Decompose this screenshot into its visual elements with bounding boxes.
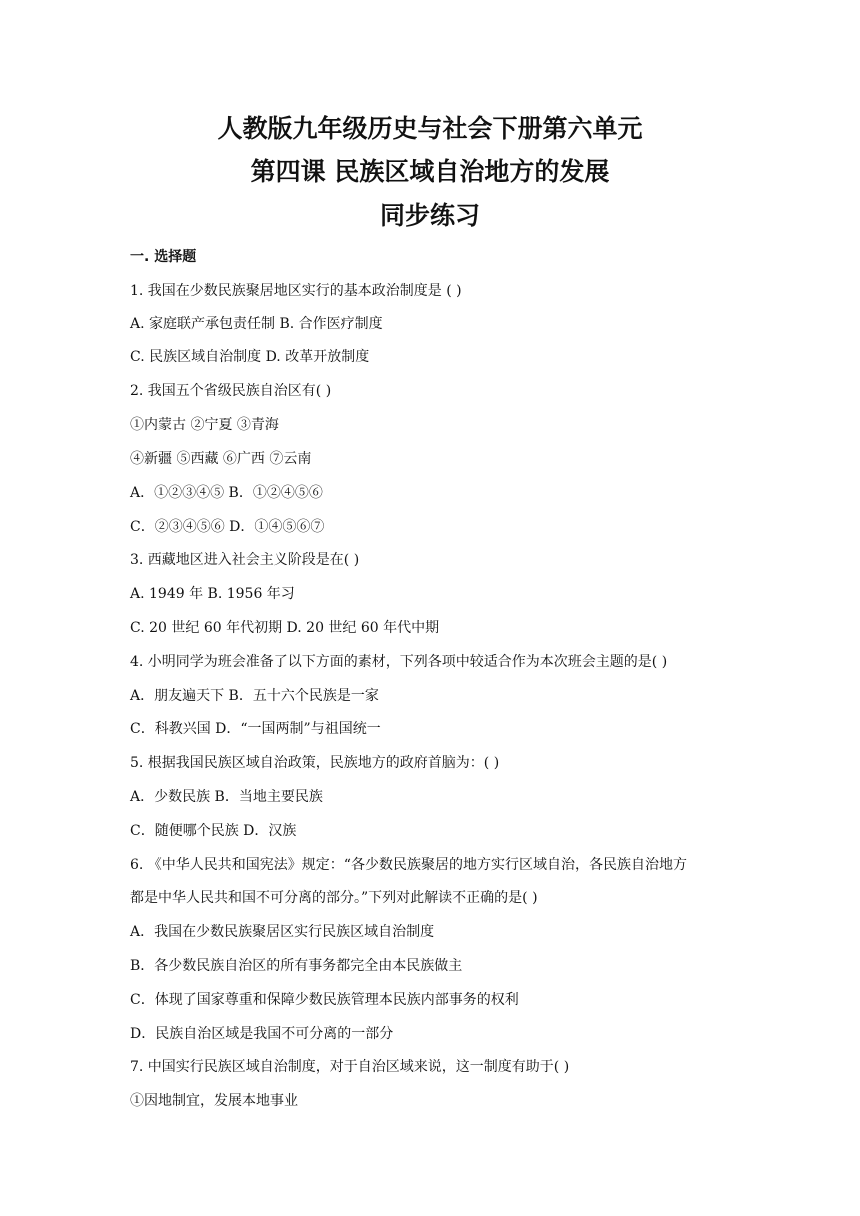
question-6-stem-2: 都是中华人民共和国不可分离的部分。”下列对此解读不正确的是( ): [130, 890, 538, 906]
question-2-options-ab: A．①②③④⑤ B．①②④⑤⑥: [130, 485, 323, 501]
question-7-item-1: ①因地制宜，发展本地事业: [130, 1093, 298, 1109]
question-2-items-1: ①内蒙古 ②宁夏 ③青海: [130, 417, 279, 433]
question-6-option-d: D．民族自治区域是我国不可分离的一部分: [130, 1026, 394, 1042]
title-line-2: 第四课 民族区域自治地方的发展: [250, 157, 610, 186]
question-5-options-ab: A．少数民族 B．当地主要民族: [130, 789, 323, 805]
question-6-option-a: A．我国在少数民族聚居区实行民族区域自治制度: [130, 924, 435, 940]
question-5-options-cd: C．随便哪个民族 D．汉族: [130, 823, 297, 839]
question-3-options-ab: A. 1949 年 B. 1956 年习: [130, 586, 295, 602]
question-6-stem-1: 6. 《中华人民共和国宪法》规定：“各少数民族聚居的地方实行区域自治，各民族自治地方: [130, 857, 687, 873]
question-5-stem: 5. 根据我国民族区域自治政策，民族地方的政府首脑为：( ): [130, 755, 500, 771]
question-2-stem: 2. 我国五个省级民族自治区有( ): [130, 383, 332, 399]
title-line-1: 人教版九年级历史与社会下册第六单元: [217, 114, 643, 143]
question-1-stem: 1. 我国在少数民族聚居地区实行的基本政治制度是 ( ): [130, 283, 462, 299]
question-2-items-2: ④新疆 ⑤西藏 ⑥广西 ⑦云南: [130, 451, 312, 467]
question-7-stem: 7. 中国实行民族区域自治制度，对于自治区域来说，这一制度有助于( ): [130, 1059, 570, 1075]
question-3-stem: 3. 西藏地区进入社会主义阶段是在( ): [130, 552, 360, 568]
question-2-options-cd: C．②③④⑤⑥ D．①④⑤⑥⑦: [130, 519, 325, 535]
question-4-stem: 4. 小明同学为班会准备了以下方面的素材，下列各项中较适合作为本次班会主题的是( ): [130, 654, 668, 670]
question-4-options-cd: C．科教兴国 D．“一国两制”与祖国统一: [130, 721, 381, 737]
question-1-options-ab: A. 家庭联产承包责任制 B. 合作医疗制度: [130, 316, 383, 332]
title-line-3: 同步练习: [379, 201, 480, 230]
question-4-options-ab: A．朋友遍天下 B．五十六个民族是一家: [130, 688, 379, 704]
question-1-options-cd: C. 民族区域自治制度 D. 改革开放制度: [130, 349, 370, 365]
section-heading: 一. 选择题: [130, 249, 197, 265]
question-6-option-b: B．各少数民族自治区的所有事务都完全由本民族做主: [130, 958, 463, 974]
question-6-option-c: C．体现了国家尊重和保障少数民族管理本民族内部事务的权利: [130, 992, 519, 1008]
question-3-options-cd: C. 20 世纪 60 年代初期 D. 20 世纪 60 年代中期: [130, 620, 440, 636]
